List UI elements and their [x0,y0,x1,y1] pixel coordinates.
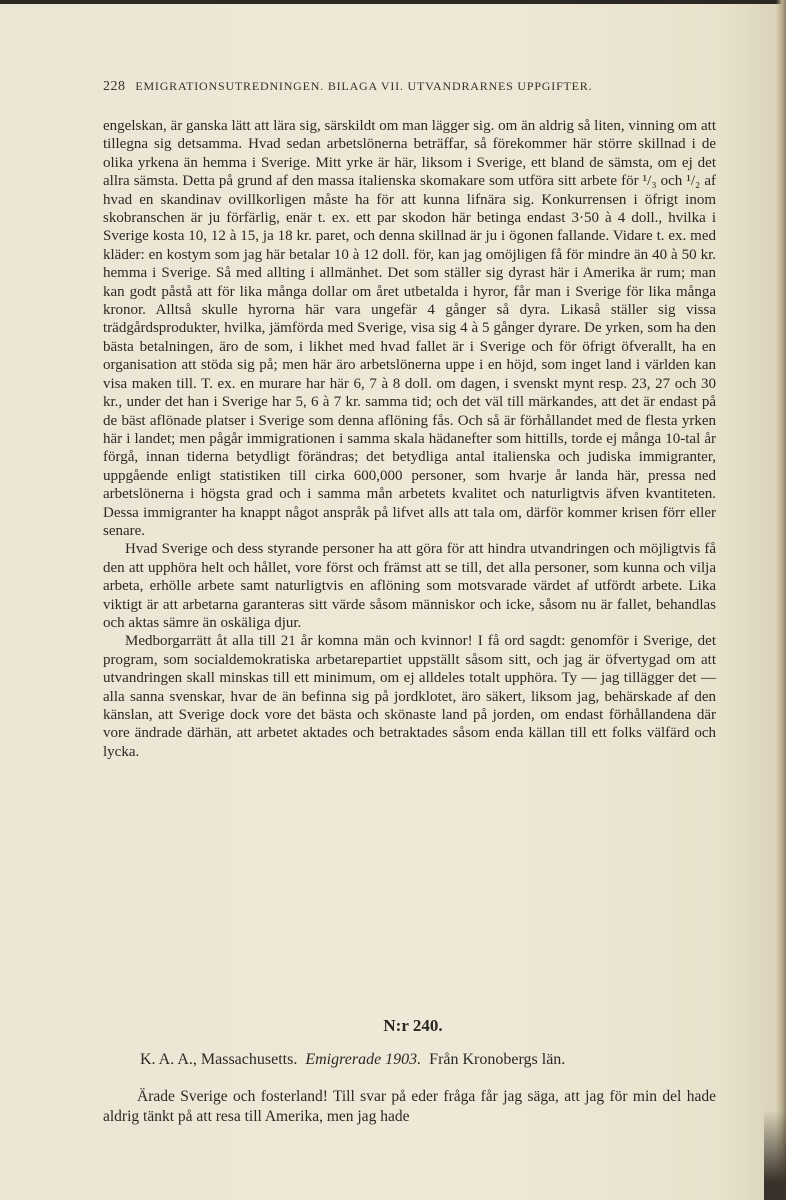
entry-origin: Från Kronobergs län. [429,1051,566,1068]
paragraph-1: engelskan, är ganska lätt att lära sig, särskildt om man lägger sig. om än aldrig så liten, vinning om att tillegna sig detsamma. Hvad sedan arbetslönerna beträffar, så förekommer här större skillnad i de olika yrkena än hemma i Sverige. Mitt yrke är här, liksom i Sverige, ett bland de sämsta, om ej det allra sämsta. Detta på grund af den massa italienska skomakare som utföra sitt arbete för ¹/₃ och ¹/₂ af hvad en skandinav ovillkorligen måste ha för att kunna lifnära sig. Konkurrensen i öfrigt inom skobranschen är ju förfärlig, enär t. ex. ett par skodon här betinga endast 3·50 à 4 doll., hvilka i Sverige kosta 10, 12 à 15, ja 18 kr. paret, och denna skillnad är ju i ögonen fallande. Vidare t. ex. med kläder: en kostym som jag här betalar 10 à 12 doll. för, kan jag omöjligen få för mindre än 40 à 50 kr. hemma i Sverige. Så med allting i allmänhet. Det som ställer sig dyrast här i Amerika är rum; man kan godt påstå att för lika många dollar om året utbetalda i hyror, får man i Sverige för lika många kronor. Alltså skulle hyrorna här vara ungefär 4 gånger så dyra. Likaså ställer sig vissa trädgårdsprodukter, hvilka, jämförda med Sverige, visa sig 4 à 5 gånger dyrare. De yrken, som ha den bästa betalningen, äro de som, i likhet med hvad fallet är i Sverige och för öfrigt öfverallt, ha en organisation att stöda sig på; men här äro arbetslönerna uppe i en höjd, som inget land i världen kan visa maken till. T. ex. en murare har här 6, 7 à 8 doll. om dagen, i svenskt mynt resp. 23, 27 och 30 kr., under det han i Sverige har 5, 6 à 7 kr. samma tid; och det väl till märkandes, att det är endast på de bäst aflönade platser i Sverige som denna aflöning fås. Och så är förhållandet med de flesta yrken här i landet; men pågår immigrationen i samma skala hädanefter som hittills, torde ej många 10-tal år förgå, innan tiderna betydligt förändras; det betydliga antal italienska och judiska immigranter, uppgående enligt statistiken till cirka 600,000 personer, som hvarje år landa här, pressa ned arbetslönerna i högsta grad och i samma mån arbetets kvalitet och naturligtvis äfven kvantiteten. Dessa immigranter ha knappt något anspråk på lifvet alls att tala om, därför kommer krisen förr eller senare. [103,118,716,539]
paragraph-2: Hvad Sverige och dess styrande personer ha att göra för att hindra utvandringen och möjligtvis få den att upphöra helt och hållet, vore först och främst att se till, det alla personer, som kunna och vilja arbeta, erhölle arbete samt naturligtvis en aflöning som motsvarade värdet af utfördt arbete. Lika viktigt är att arbetarna garanteras sitt värde såsom människor och icke, såsom nu är fallet, behandlas och aktas sämre än oskäliga djur. [103,541,716,631]
page-top-edge [0,0,786,4]
running-title: EMIGRATIONSUTREDNINGEN. BILAGA VII. UTVANDRARNES UPPGIFTER. [135,79,593,93]
body-text [103,117,716,761]
letter-text [103,1087,716,1127]
entry-byline [140,1051,740,1069]
entry-number-heading: N:r 240. [383,1016,443,1035]
entry-emigrated: Emigrerade 1903. [305,1051,422,1068]
page-number: 228 [103,79,126,94]
paragraph-3: Medborgarrätt åt alla till 21 år komna män och kvinnor! I få ord sagdt: genomför i Sverige, det program, som socialdemokratiska arbetarepartiet uppställt såsom sitt, och jag är öfvertygad om att utvandringen skall minskas till ett minimum, om ej alldeles totalt upphöra. Ty — jag tillägger det — alla sanna svenskar, hvar de än befinna sig på jordklotet, äro säkert, liksom jag, behärskade af den känslan, att Sverige dock vore det bästa och skönaste land på jorden, om endast förhållandena där vore ändrade därhän, att arbetet aktades och betraktades såsom enda källan till ett folks välfärd och lycka. [103,633,716,760]
letter-opening: Ärade Sverige och fosterland! Till svar på eder fråga får jag säga, att jag för min del hade aldrig tänkt på att resa till Amerika, men jag hade [103,1088,716,1125]
running-header [103,79,698,95]
entry-author: K. A. A., Massachusetts. [140,1051,298,1068]
page-corner-shadow [764,1110,786,1200]
